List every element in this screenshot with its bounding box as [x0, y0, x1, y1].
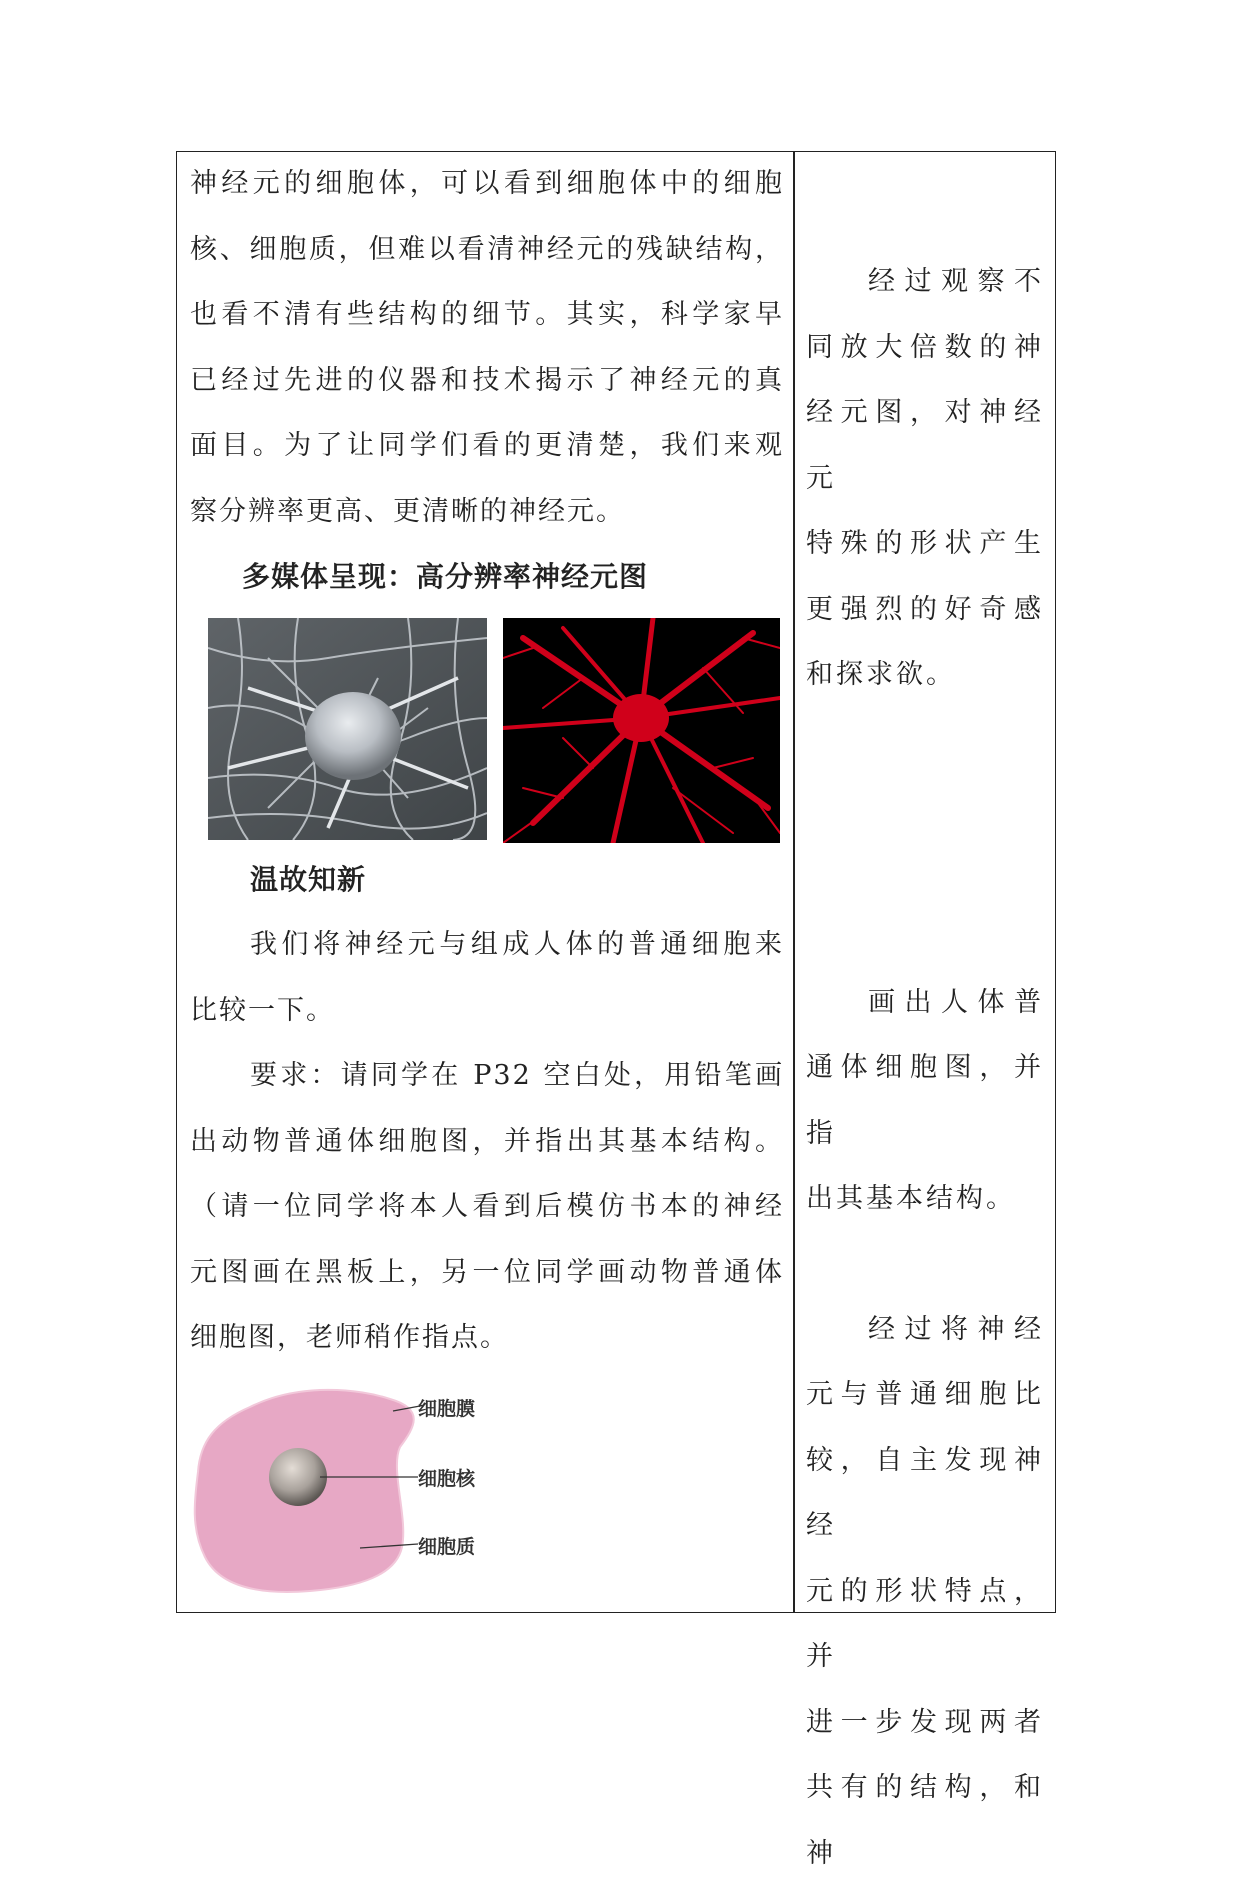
note-line: 画出人体普 — [868, 986, 1044, 1018]
paragraph-line: 我们将神经元与组成人体的普通细胞来 — [250, 929, 784, 960]
nucleus-shape — [269, 1448, 327, 1506]
note-line: 和探求欲。 — [806, 659, 956, 690]
note-line: 经过将神经 — [868, 1313, 1044, 1345]
note-line: 特殊的形状产生 — [806, 528, 1044, 559]
paragraph-line: 要求：请同学在 P32 空白处，用铅笔画 — [250, 1060, 784, 1091]
right-column — [806, 151, 1044, 1886]
paragraph-line: 细胞图，老师稍作指点。 — [190, 1322, 509, 1353]
note-line: 通体细胞图，并指 — [806, 1052, 1044, 1149]
review-heading: 温故知新 — [250, 862, 367, 896]
sem-neuron-image — [208, 618, 487, 840]
note-line: 更强烈的好奇感 — [806, 593, 1044, 625]
neuron-image-row — [190, 614, 784, 844]
note-line: 出其基本结构。 — [806, 1183, 1016, 1214]
cell-label-membrane: 细胞膜 — [418, 1397, 476, 1420]
paragraph-line: 察分辨率更高、更清晰的神经元。 — [190, 495, 625, 527]
paragraph-line: 出动物普通体细胞图，并指出其基本结构。 — [190, 1125, 784, 1157]
note-line: 进一步发现两者 — [806, 1706, 1044, 1738]
note-line: 元与普通细胞比 — [806, 1379, 1044, 1410]
note-line: 共有的结构，和神 — [806, 1772, 1044, 1869]
fluorescent-neuron-image — [503, 618, 780, 843]
column-divider — [793, 151, 795, 1613]
note-line: 经元图，对神经元 — [806, 397, 1044, 494]
paragraph-line: 核、细胞质，但难以看清神经元的残缺结构， — [190, 233, 784, 265]
paragraph-line: 比较一下。 — [190, 994, 335, 1026]
cell-label-cytoplasm: 细胞质 — [418, 1535, 476, 1558]
multimedia-heading: 多媒体呈现：高分辨率神经元图 — [242, 560, 649, 593]
paragraph-line: （请一位同学将本人看到后模仿书本的神经 — [190, 1191, 784, 1222]
paragraph-line: 也看不清有些结构的细节。其实，科学家早 — [190, 299, 784, 330]
note-line: 经过观察不 — [868, 266, 1044, 297]
animal-cell-diagram — [190, 1377, 784, 1607]
note-line: 同放大倍数的神 — [806, 331, 1044, 363]
cell-label-nucleus: 细胞核 — [418, 1467, 476, 1490]
paragraph-line: 面目。为了让同学们看的更清楚，我们来观 — [190, 430, 784, 461]
note-line: 元的形状特点，并 — [806, 1575, 1044, 1672]
left-column — [190, 151, 784, 1607]
note-line: 较，自主发现神经 — [806, 1444, 1044, 1541]
paragraph-line: 神经元的细胞体，可以看到细胞体中的细胞 — [190, 168, 784, 199]
paragraph-line: 已经过先进的仪器和技术揭示了神经元的真 — [190, 364, 784, 396]
paragraph-line: 元图画在黑板上，另一位同学画动物普通体 — [190, 1256, 784, 1288]
